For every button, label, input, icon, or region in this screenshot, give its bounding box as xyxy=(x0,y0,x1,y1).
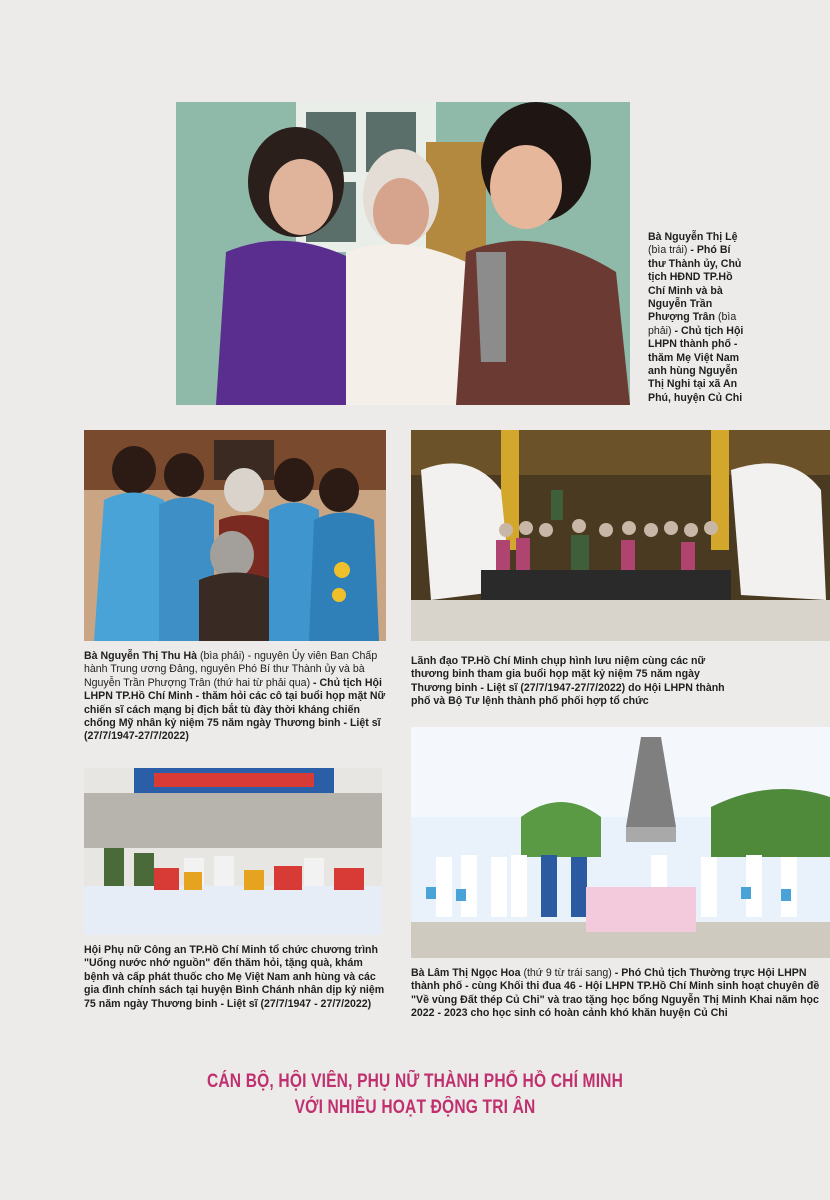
photo-women-in-ao-dai-visiting xyxy=(84,430,386,641)
caption-photo-5 xyxy=(411,967,830,1021)
photo-cu-chi-memorial xyxy=(411,727,830,958)
photo-3-illustration xyxy=(411,430,830,641)
photo-5-illustration xyxy=(411,727,830,958)
page-title-line-2: VỚI NHIỀU HOẠT ĐỘNG TRI ÂN xyxy=(294,1097,536,1118)
caption-3-part-1: Lãnh đạo TP.Hồ Chí Minh chụp hình lưu niệm cùng các nữ thương binh tham gia buổi họp mặt kỷ niệm 75 năm ngày Thương binh - Liệt sĩ (27/7/1947-27/7/2022) do Hội LHPN thành phố và Bộ Tư lệnh thành phố phối hợp tổ chức xyxy=(411,655,725,708)
caption-1-part-4: (bìa phải) xyxy=(648,311,737,337)
caption-2-part-5: - Chủ tịch Hội LHPN TP.Hồ Chí Minh - thăm hỏi các cô tại buổi họp mặt Nữ chiến sĩ cách mạng bị địch bắt tù đày thời kháng chiến chống Mỹ nhân kỷ niệm 75 năm ngày Thương binh - Liệt sĩ (27/7/1947-27/7/2022) xyxy=(84,676,386,743)
caption-photo-1 xyxy=(648,231,748,405)
caption-2-part-2: (bìa phải) xyxy=(199,650,245,662)
caption-1-part-2: (bìa trái) xyxy=(648,244,688,257)
photo-2-illustration xyxy=(84,430,386,641)
caption-photo-4 xyxy=(84,944,389,1011)
page-title-line-1: CÁN BỘ, HỘI VIÊN, PHỤ NỮ THÀNH PHỐ HỒ CHÍ MINH xyxy=(206,1071,624,1092)
photo-visit-vietnamese-heroic-mother xyxy=(176,102,630,405)
caption-1-part-3: - Phó Bí thư Thành ủy, Chủ tịch HĐND TP.Hồ Chí Minh và bà Nguyễn Trần Phượng Trân xyxy=(648,244,742,324)
caption-5-part-1: Bà Lâm Thị Ngọc Hoa xyxy=(411,967,524,979)
caption-2-part-1: Bà Nguyễn Thị Thu Hà xyxy=(84,650,200,662)
photo-group-commemoration xyxy=(411,430,830,641)
photo-police-women-association xyxy=(84,768,382,935)
caption-4-part-1: Hội Phụ nữ Công an TP.Hồ Chí Minh tổ chức chương trình "Uống nước nhớ nguồn" đến thăm hỏi, tặng quà, khám bệnh và cấp phát thuốc cho Mẹ Việt Nam anh hùng và các gia đình chính sách tại huyện Bình Chánh nhân dịp kỷ niệm 75 năm ngày Thương binh - Liệt sĩ (27/7/1947 - 27/7/2022) xyxy=(84,944,385,1010)
caption-2-part-3: - nguyên Ủy viên Ban Chấp hành Trung ương Đảng, nguyên Phó Bí thư Thành ủy và bà Nguyễn Trần Phượng Trân xyxy=(84,650,378,689)
caption-5-part-3: - Phó Chủ tịch Thường trực Hội LHPN thành phố - cùng Khối thi đua 46 - Hội LHPN TP.Hồ Chí Minh sinh hoạt chuyên đề "Về vùng Đất thép Củ Chi" và trao tặng học bổng Nguyễn Thị Minh Khai năm học 2022 - 2023 cho học sinh có hoàn cảnh khó khăn huyện Củ Chi xyxy=(411,967,820,1020)
caption-1-part-5: - Chủ tịch Hội LHPN thành phố - thăm Mẹ Việt Nam anh hùng Nguyễn Thị Nghi tại xã An Phú, huyện Củ Chi xyxy=(648,324,744,404)
caption-5-part-2: (thứ 9 từ trái sang) xyxy=(523,967,612,979)
photo-4-illustration xyxy=(84,768,382,935)
caption-2-part-4: (thứ hai từ phải qua) xyxy=(213,676,311,689)
photo-1-illustration xyxy=(176,102,630,405)
caption-photo-3 xyxy=(411,655,741,709)
caption-photo-2 xyxy=(84,650,389,744)
caption-1-part-1: Bà Nguyễn Thị Lệ xyxy=(648,231,738,243)
